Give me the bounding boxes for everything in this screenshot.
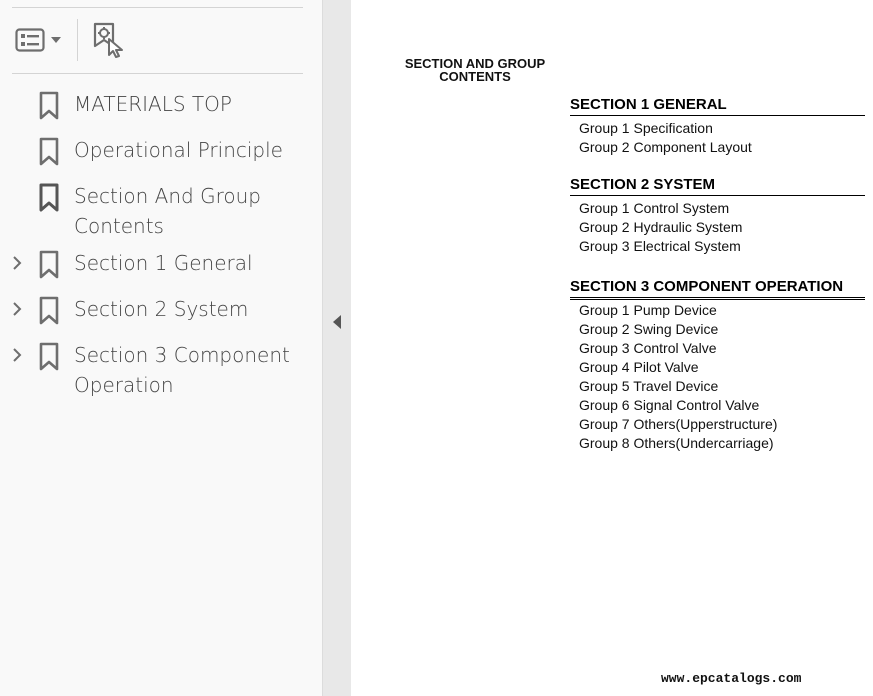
section-2-block — [570, 176, 865, 256]
list-item: Group 2 Swing Device — [579, 321, 719, 337]
list-item: Group 3 Electrical System — [579, 238, 741, 254]
bookmarks-panel — [0, 0, 323, 696]
list-item: Group 4 Pilot Valve — [579, 359, 699, 375]
watermark-text: www.epcatalogs.com — [661, 671, 802, 686]
group-list — [570, 196, 865, 256]
section-3-block — [570, 278, 865, 453]
bookmark-item-operational-principle[interactable] — [0, 135, 323, 167]
find-current-bookmark-icon — [90, 22, 126, 58]
list-item: Group 1 Specification — [579, 120, 713, 136]
find-current-bookmark-button[interactable] — [90, 22, 126, 58]
chevron-right-icon[interactable] — [8, 346, 26, 364]
list-item: Group 2 Hydraulic System — [579, 219, 743, 235]
list-item: Group 8 Others(Undercarriage) — [579, 435, 774, 451]
bookmark-item-section-1-general[interactable] — [0, 248, 323, 280]
list-item: Group 1 Pump Device — [579, 302, 717, 318]
bookmark-item-materials-top[interactable] — [0, 89, 323, 121]
list-item: Group 1 Control System — [579, 200, 730, 216]
section-heading: SECTION 1 GENERAL — [570, 96, 727, 113]
bookmark-label: Section 2 System — [74, 297, 249, 321]
bookmark-icon — [38, 183, 60, 213]
list-item: Group 3 Control Valve — [579, 340, 717, 356]
list-item: Group 5 Travel Device — [579, 378, 719, 394]
bookmark-item-section-and-group-contents[interactable] — [0, 181, 323, 243]
bookmark-icon — [38, 137, 60, 167]
bookmark-icon — [38, 342, 60, 372]
bookmark-label: Section 3 Component Operation — [74, 343, 290, 397]
chevron-down-icon — [50, 34, 62, 46]
bookmark-label: MATERIALS TOP — [74, 92, 232, 116]
bookmark-label: Section 1 General — [74, 251, 253, 275]
toolbar-divider — [77, 19, 78, 61]
section-1-block — [570, 96, 865, 157]
collapse-arrow-icon — [331, 313, 343, 331]
divider — [12, 73, 303, 74]
page-title: SECTION AND GROUP CONTENTS — [404, 56, 546, 84]
bookmark-label: Operational Principle — [74, 138, 283, 162]
list-item: Group 7 Others(Upperstructure) — [579, 416, 778, 432]
list-options-icon — [15, 28, 45, 52]
chevron-right-icon[interactable] — [8, 300, 26, 318]
chevron-right-icon[interactable] — [8, 254, 26, 272]
divider — [12, 7, 303, 8]
bookmark-item-section-3-component-operation[interactable] — [0, 340, 323, 402]
list-item: Group 6 Signal Control Valve — [579, 397, 760, 413]
bookmark-icon — [38, 250, 60, 280]
document-page — [351, 0, 873, 696]
bookmark-label: Section And Group Contents — [74, 184, 261, 238]
bookmark-icon — [38, 296, 60, 326]
collapse-panel-handle[interactable] — [323, 0, 351, 696]
bookmark-options-button[interactable] — [12, 24, 66, 56]
section-heading: SECTION 2 SYSTEM — [570, 176, 716, 193]
bookmark-item-section-2-system[interactable] — [0, 294, 323, 326]
group-list — [570, 300, 865, 453]
bookmark-icon — [38, 91, 60, 121]
list-item: Group 2 Component Layout — [579, 139, 752, 155]
group-list — [570, 116, 865, 157]
section-heading: SECTION 3 COMPONENT OPERATION — [570, 278, 844, 295]
